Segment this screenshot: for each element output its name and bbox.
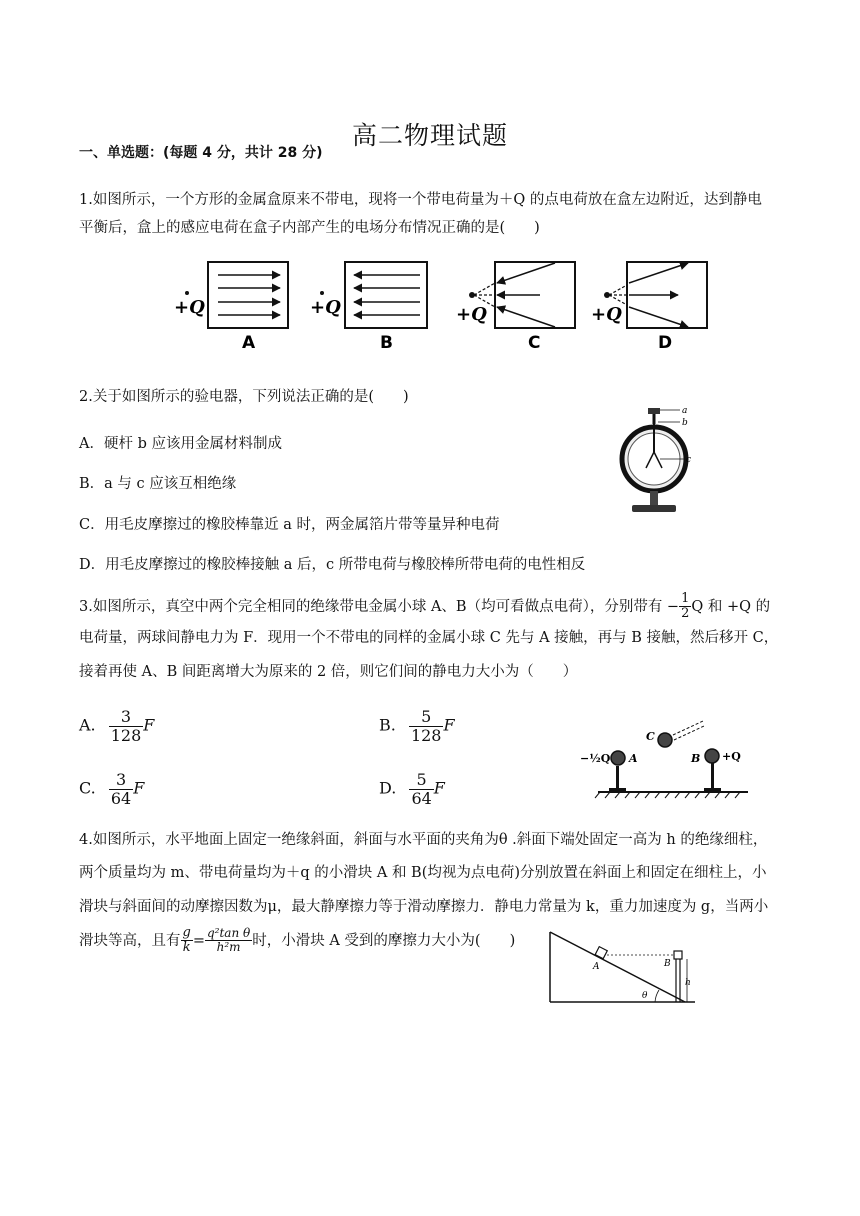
q3-option-b-den: 128: [410, 725, 442, 745]
q3-option-c-letter: C.: [79, 778, 96, 798]
q2-option-a: A．硬杆 b 应该用金属材料制成: [79, 436, 282, 452]
q4-stem-line2: 两个质量均为 m、带电荷量均为＋q 的小滑块 A 和 B(均视为点电荷)分别放置在斜面上和固定在细柱上，小: [79, 865, 767, 881]
q4-gk-den: k: [182, 940, 191, 956]
q3-stem-line2: 电荷量，两球间静电力为 F．现用一个不带电的同样的金属小球 C 先与 A 接触，再与 B 接触，然后移开 C，: [79, 630, 779, 646]
q4-rhs-fraction: [205, 927, 252, 954]
q4-stem-line4b: 时，小滑块 A 受到的摩擦力大小为( ): [252, 932, 516, 949]
q1-charge-c: +Q: [456, 304, 487, 325]
q4-stem-line4: [79, 926, 515, 956]
q3-stem-line1b: Q 和 +Q 的: [691, 598, 771, 615]
q1-option-b-diagram: [310, 262, 427, 353]
q4-figure: [545, 928, 705, 1006]
q1-stem-line2: 平衡后，盒上的感应电荷在盒子内部产生的电场分布情况正确的是( ): [79, 220, 540, 236]
q1-label-c: C: [528, 333, 541, 353]
q2-option-d: D．用毛皮摩擦过的橡胶棒接触 a 后，c 所带电荷与橡胶棒所带电荷的电性相反: [79, 557, 586, 573]
section-heading: 一、单选题：(每题 4 分，共计 28 分): [79, 145, 323, 161]
q3-option-c-num: 3: [109, 771, 133, 790]
q1-option-a-diagram: [174, 262, 288, 353]
q3-fig-label-c: C: [646, 730, 655, 743]
q3-option-b-letter: B.: [379, 715, 396, 735]
q3-option-d: [379, 771, 445, 807]
q4-fig-label-theta: θ: [642, 991, 648, 1001]
q4-fig-label-b: B: [664, 959, 671, 969]
q3-option-a-unit: F: [143, 715, 155, 735]
q3-option-d-fraction: [409, 771, 433, 807]
q4-stem-line3: 滑块与斜面间的动摩擦因数为μ，最大静摩擦力等于滑动摩擦力．静电力常量为 k，重力加速度为 g，当两小: [79, 899, 769, 915]
q3-stem-line1: [79, 592, 770, 622]
page-title: 高二物理试题: [351, 121, 508, 150]
q3-option-b: [379, 708, 455, 744]
q4-fig-label-a: A: [593, 962, 600, 972]
q4-g-over-k: [181, 926, 193, 956]
q3-option-b-unit: F: [443, 715, 455, 735]
q1-stem-line1: 1.如图所示，一个方形的金属盒原来不带电，现将一个带电荷量为＋Q 的点电荷放在盒左边附近，达到静电: [79, 192, 762, 208]
q3-option-b-fraction: [409, 708, 444, 744]
q1-label-d: D: [658, 333, 673, 353]
q3-option-a-den: 128: [110, 725, 142, 745]
q1-option-c-diagram: [456, 262, 575, 353]
q3-option-d-num: 5: [409, 771, 433, 790]
q4-gk-num: g: [182, 925, 191, 940]
q3-fig-label-b: B: [691, 752, 701, 765]
q1-label-b: B: [380, 333, 393, 353]
q3-option-b-num: 5: [409, 708, 444, 727]
q3-fig-right-charge: +Q: [722, 750, 741, 763]
q3-option-a-fraction: [109, 708, 144, 744]
q3-option-c-den: 64: [110, 788, 132, 808]
q3-stem-frac-den: 2: [681, 606, 690, 622]
q3-fig-left-charge: −½Q: [580, 752, 611, 765]
q4-fig-label-h: h: [685, 978, 691, 988]
q3-option-c-fraction: [109, 771, 133, 807]
q4-equals: =: [192, 932, 205, 949]
q3-stem-line3: 接着再使 A、B 间距离增大为原来的 2 倍，则它们间的静电力大小为（ ）: [79, 664, 578, 680]
q3-option-a: [79, 708, 154, 744]
q1-label-a: A: [242, 333, 256, 353]
q3-option-c-unit: F: [133, 778, 145, 798]
q1-charge-b: +Q: [310, 297, 341, 318]
q3-option-c: [79, 771, 144, 807]
q3-option-a-num: 3: [109, 708, 144, 727]
q2-stem: 2.关于如图所示的验电器，下列说法正确的是( ): [79, 389, 409, 405]
q1-charge-d: +Q: [591, 304, 622, 325]
q3-stem-fraction: [679, 592, 691, 622]
q3-option-d-letter: D.: [379, 778, 397, 798]
q2-fig-label-c: c: [686, 455, 692, 465]
q4-rhs-num: q²tan θ: [206, 926, 251, 941]
q1-figure: [160, 255, 720, 355]
q3-option-d-den: 64: [411, 788, 432, 808]
q3-option-d-unit: F: [433, 778, 445, 798]
q2-electroscope-figure: [610, 402, 700, 520]
q1-charge-a: +Q: [174, 297, 205, 318]
q4-stem-line4a: 滑块等高，且有: [79, 932, 181, 949]
q3-stem-line1a: 3.如图所示，真空中两个完全相同的绝缘带电金属小球 A、B（均可看做点电荷），分别带有 −: [79, 598, 680, 615]
q3-option-a-letter: A.: [79, 715, 96, 735]
q2-option-c: C．用毛皮摩擦过的橡胶棒靠近 a 时，两金属箔片带等量异种电荷: [79, 517, 500, 533]
q4-rhs-den: h²m: [216, 940, 241, 955]
q2-fig-label-a: a: [682, 406, 688, 416]
q2-fig-label-b: b: [682, 418, 688, 428]
q3-fig-label-a: A: [629, 752, 638, 765]
q1-option-d-diagram: [591, 262, 707, 353]
q3-stem-frac-num: 1: [681, 591, 690, 606]
q4-stem-line1: 4.如图所示，水平地面上固定一绝缘斜面，斜面与水平面的夹角为θ .斜面下端处固定一高为 h 的绝缘细柱，: [79, 832, 768, 848]
q3-figure: [578, 716, 758, 802]
q2-option-b: B．a 与 c 应该互相绝缘: [79, 476, 237, 492]
